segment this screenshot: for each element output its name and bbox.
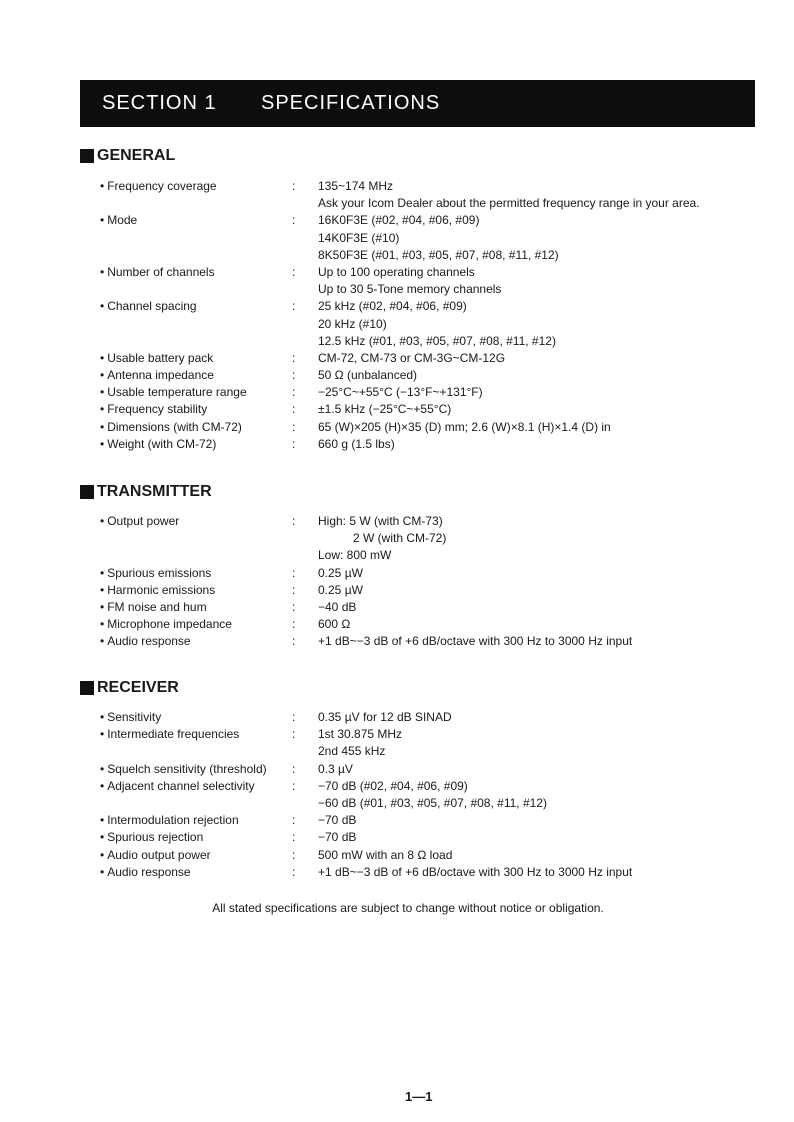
separator-colon: :: [292, 830, 296, 845]
spec-row: [0, 548, 794, 565]
spec-row: [0, 796, 794, 813]
spec-row: [0, 710, 794, 727]
bullet-icon: •: [100, 436, 105, 451]
section-heading-label: RECEIVER: [97, 679, 179, 696]
bullet-icon: •: [100, 710, 105, 724]
spec-label: • Weight (with CM-72): [100, 436, 217, 451]
spec-row: [0, 196, 794, 213]
separator-colon: :: [292, 761, 296, 776]
square-bullet-icon: [80, 681, 94, 695]
separator-colon: :: [292, 385, 296, 400]
spec-row: [0, 368, 794, 385]
spec-row: [0, 762, 794, 779]
spec-value: 14K0F3E (#10): [318, 230, 400, 245]
spec-label: • Output power: [100, 514, 180, 528]
spec-value: Up to 100 operating channels: [318, 264, 475, 279]
spec-row: [0, 248, 794, 265]
separator-colon: :: [292, 264, 296, 279]
spec-list-general: [0, 179, 794, 454]
spec-value: 20 kHz (#10): [318, 316, 387, 331]
separator-colon: :: [292, 368, 296, 383]
section-header-banner: [80, 80, 755, 127]
spec-value: 135~174 MHz: [318, 179, 394, 193]
spec-label: • Usable temperature range: [100, 385, 247, 400]
section-heading-label: TRANSMITTER: [97, 483, 212, 500]
bullet-icon: •: [100, 514, 105, 528]
bullet-icon: •: [100, 565, 105, 580]
spec-value: 2 W (with CM-72): [353, 531, 447, 546]
bullet-icon: •: [100, 761, 105, 776]
spec-row: [0, 402, 794, 419]
spec-row: [0, 282, 794, 299]
spec-label: • Harmonic emissions: [100, 582, 216, 597]
separator-colon: :: [292, 710, 296, 724]
separator-colon: :: [292, 350, 296, 365]
section-heading-general: [80, 147, 175, 165]
bullet-icon: •: [100, 179, 105, 193]
spec-label: • Adjacent channel selectivity: [100, 778, 255, 793]
spec-value: 8K50F3E (#01, #03, #05, #07, #08, #11, #12): [318, 247, 559, 262]
bullet-icon: •: [100, 582, 105, 597]
spec-value: −70 dB: [318, 813, 357, 828]
spec-row: [0, 813, 794, 830]
spec-row: [0, 744, 794, 761]
separator-colon: :: [292, 864, 296, 879]
bullet-icon: •: [100, 264, 105, 279]
separator-colon: :: [292, 778, 296, 793]
bullet-icon: •: [100, 599, 105, 614]
separator-colon: :: [292, 847, 296, 862]
spec-row: [0, 437, 794, 454]
spec-row: [0, 179, 794, 196]
bullet-icon: •: [100, 727, 105, 742]
spec-value: Ask your Icom Dealer about the permitted frequency range in your area.: [318, 196, 700, 211]
spec-label: • Number of channels: [100, 264, 215, 279]
spec-value: 65 (W)×205 (H)×35 (D) mm; 2.6 (W)×8.1 (H)×1.4 (D) in: [318, 419, 611, 434]
spec-list-transmitter: [0, 514, 794, 652]
spec-row: [0, 617, 794, 634]
spec-label: • Antenna impedance: [100, 368, 214, 383]
separator-colon: :: [292, 213, 296, 228]
bullet-icon: •: [100, 847, 105, 862]
bullet-icon: •: [100, 830, 105, 845]
bullet-icon: •: [100, 617, 105, 632]
spec-label: • Channel spacing: [100, 299, 197, 314]
spec-value: 2nd 455 kHz: [318, 744, 386, 759]
spec-row: [0, 351, 794, 368]
spec-label: • Intermodulation rejection: [100, 813, 239, 828]
spec-value: −70 dB: [318, 830, 357, 845]
spec-row: [0, 779, 794, 796]
spec-label: • Frequency stability: [100, 402, 208, 417]
spec-value: 0.35 µV for 12 dB SINAD: [318, 710, 452, 724]
spec-value: 0.25 µW: [318, 565, 363, 580]
separator-colon: :: [292, 634, 296, 649]
spec-value: 600 Ω: [318, 617, 351, 632]
disclaimer-note: All stated specifications are subject to change without notice or obligation.: [212, 901, 604, 915]
spec-value: CM-72, CM-73 or CM-3G~CM-12G: [318, 350, 506, 365]
spec-row: [0, 566, 794, 583]
separator-colon: :: [292, 617, 296, 632]
square-bullet-icon: [80, 485, 94, 499]
spec-value: 1st 30.875 MHz: [318, 727, 403, 742]
spec-row: [0, 865, 794, 882]
spec-value: 25 kHz (#02, #04, #06, #09): [318, 299, 467, 314]
spec-value: −70 dB (#02, #04, #06, #09): [318, 778, 468, 793]
spec-value: 500 mW with an 8 Ω load: [318, 847, 453, 862]
spec-row: [0, 531, 794, 548]
spec-value: +1 dB~−3 dB of +6 dB/octave with 300 Hz to 3000 Hz input: [318, 864, 633, 879]
spec-value: −40 dB: [318, 599, 357, 614]
separator-colon: :: [292, 727, 296, 742]
bullet-icon: •: [100, 419, 105, 434]
spec-row: [0, 299, 794, 316]
bullet-icon: •: [100, 385, 105, 400]
spec-value: Low: 800 mW: [318, 548, 392, 563]
spec-value: 12.5 kHz (#01, #03, #05, #07, #08, #11, #12): [318, 333, 556, 348]
spec-label: • Squelch sensitivity (threshold): [100, 761, 267, 776]
spec-label: • Microphone impedance: [100, 617, 232, 632]
separator-colon: :: [292, 582, 296, 597]
separator-colon: :: [292, 419, 296, 434]
spec-value: 50 Ω (unbalanced): [318, 368, 418, 383]
spec-value: 0.3 µV: [318, 761, 353, 776]
separator-colon: :: [292, 813, 296, 828]
spec-row: [0, 830, 794, 847]
page-title: SPECIFICATIONS: [261, 92, 441, 114]
bullet-icon: •: [100, 813, 105, 828]
spec-label: • Frequency coverage: [100, 179, 217, 193]
spec-value: 660 g (1.5 lbs): [318, 436, 395, 451]
spec-label: • Dimensions (with CM-72): [100, 419, 242, 434]
spec-row: [0, 420, 794, 437]
spec-label: • FM noise and hum: [100, 599, 207, 614]
bullet-icon: •: [100, 299, 105, 314]
separator-colon: :: [292, 402, 296, 417]
spec-row: [0, 514, 794, 531]
spec-value: Up to 30 5-Tone memory channels: [318, 282, 502, 297]
bullet-icon: •: [100, 368, 105, 383]
spec-row: [0, 600, 794, 617]
spec-list-receiver: [0, 710, 794, 882]
bullet-icon: •: [100, 402, 105, 417]
spec-row: [0, 848, 794, 865]
spec-row: [0, 727, 794, 744]
separator-colon: :: [292, 599, 296, 614]
spec-label: • Audio response: [100, 864, 191, 879]
spec-value: High: 5 W (with CM-73): [318, 514, 443, 528]
separator-colon: :: [292, 179, 296, 193]
spec-value: +1 dB~−3 dB of +6 dB/octave with 300 Hz to 3000 Hz input: [318, 634, 633, 649]
page-number: 1—1: [405, 1089, 433, 1104]
spec-label: • Sensitivity: [100, 710, 162, 724]
spec-value: 16K0F3E (#02, #04, #06, #09): [318, 213, 480, 228]
bullet-icon: •: [100, 350, 105, 365]
separator-colon: :: [292, 565, 296, 580]
spec-label: • Mode: [100, 213, 138, 228]
separator-colon: :: [292, 299, 296, 314]
separator-colon: :: [292, 436, 296, 451]
spec-row: [0, 265, 794, 282]
spec-row: [0, 317, 794, 334]
spec-value: −60 dB (#01, #03, #05, #07, #08, #11, #12): [318, 795, 547, 810]
spec-label: • Usable battery pack: [100, 350, 214, 365]
spec-label: • Spurious emissions: [100, 565, 212, 580]
spec-label: • Audio output power: [100, 847, 211, 862]
separator-colon: :: [292, 514, 296, 528]
spec-row: [0, 213, 794, 230]
spec-value: ±1.5 kHz (−25°C~+55°C): [318, 402, 452, 417]
section-heading-label: GENERAL: [97, 147, 176, 164]
spec-row: [0, 634, 794, 651]
spec-row: [0, 385, 794, 402]
spec-row: [0, 583, 794, 600]
spec-value: −25°C~+55°C (−13°F~+131°F): [318, 385, 483, 400]
section-heading-transmitter: [80, 483, 212, 501]
spec-label: • Spurious rejection: [100, 830, 204, 845]
section-number: SECTION 1: [102, 92, 217, 114]
bullet-icon: •: [100, 634, 105, 649]
spec-row: [0, 231, 794, 248]
bullet-icon: •: [100, 864, 105, 879]
spec-value: 0.25 µW: [318, 582, 363, 597]
spec-row: [0, 334, 794, 351]
spec-label: • Intermediate frequencies: [100, 727, 240, 742]
bullet-icon: •: [100, 778, 105, 793]
square-bullet-icon: [80, 149, 94, 163]
bullet-icon: •: [100, 213, 105, 228]
section-heading-receiver: [80, 679, 179, 697]
spec-label: • Audio response: [100, 634, 191, 649]
